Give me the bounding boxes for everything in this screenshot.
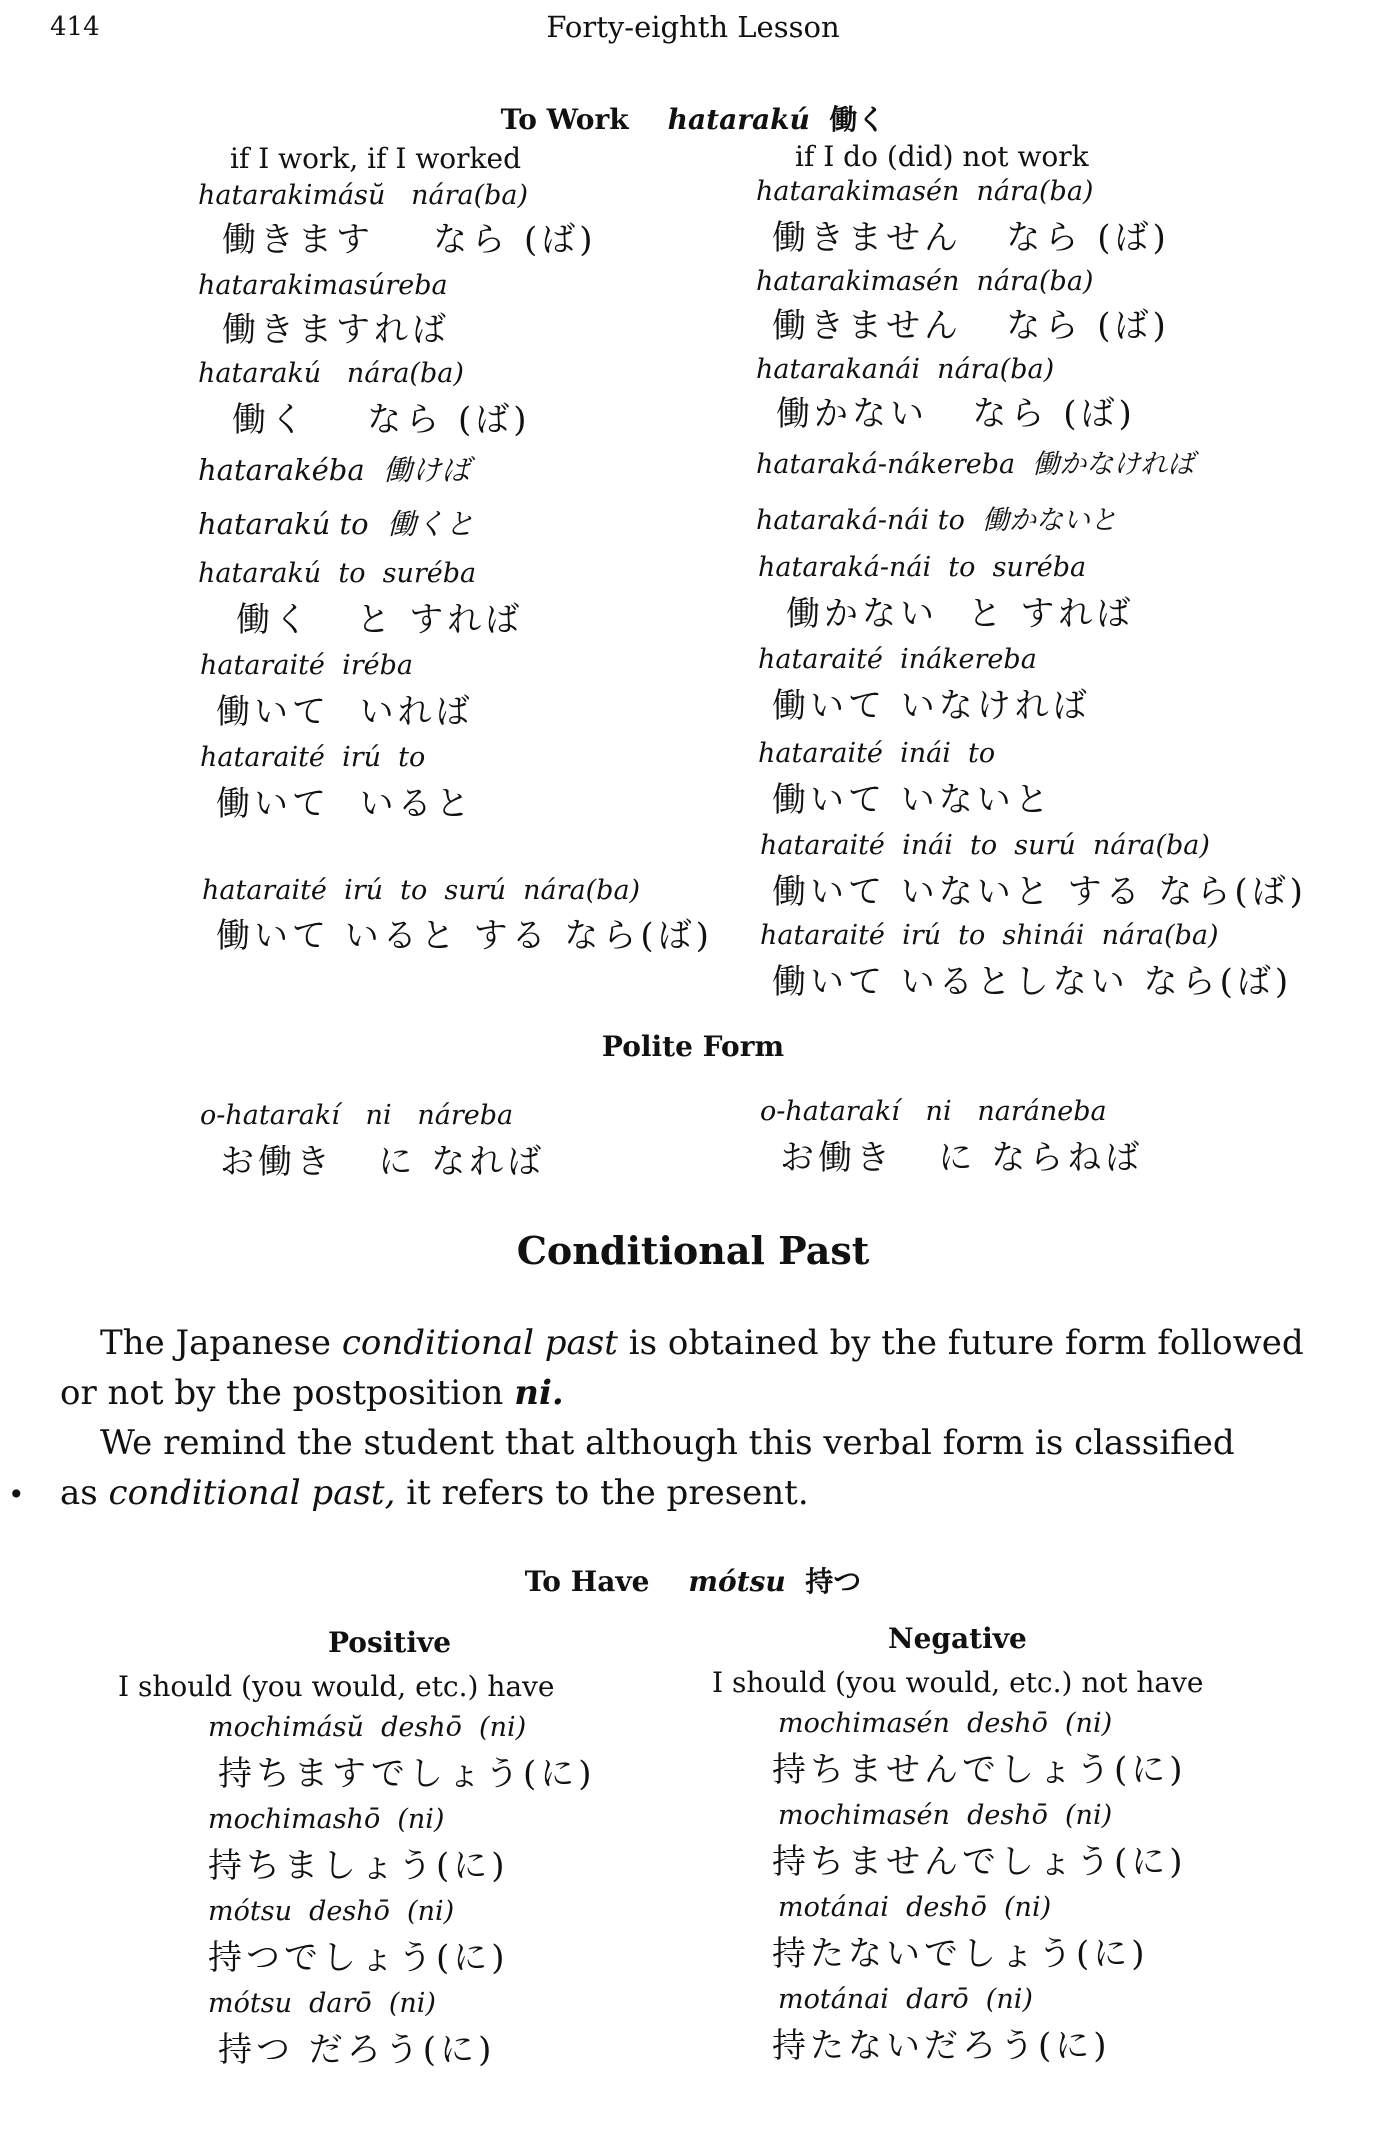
have-right-japanese-3: 持たないでしょう(に) <box>772 1934 1149 1974</box>
have-left-japanese-2: 持ちましょう(に) <box>208 1846 509 1886</box>
left-romaji-6: hatarakú to surébа <box>198 558 477 589</box>
left-japanese-1: 働きます なら (ば) <box>222 220 597 260</box>
have-left-japanese-3: 持つでしょう(に) <box>208 1938 509 1978</box>
polite-left-japanese: お働き に なれば <box>220 1142 546 1182</box>
to-work-heading <box>0 98 1386 138</box>
page-number: 414 <box>50 12 100 42</box>
p2-text-b: as <box>60 1473 109 1513</box>
have-right-romaji-2: mochimasén deshō (ni) <box>778 1800 1113 1831</box>
right-romaji-5: hataraká-nái to 働かないと <box>756 505 1117 536</box>
right-japanese-2: 働きません なら (ば) <box>772 306 1170 346</box>
left-japanese-8: 働いて いると <box>216 784 474 824</box>
margin-mark: • <box>8 1478 25 1511</box>
left-japanese-2: 働きますれば <box>222 310 450 350</box>
right-romaji-2: hatarakimasén nára(ba) <box>756 266 1094 297</box>
p1-italic-term: conditional past <box>341 1323 618 1363</box>
negative-label: Negative <box>888 1622 1027 1655</box>
right-romaji-3: hatarakanái nára(ba) <box>756 354 1055 385</box>
have-right-japanese-2: 持ちませんでしょう(に) <box>772 1842 1187 1882</box>
heading-romaji-2: mótsu <box>688 1565 786 1598</box>
left-japanese-3: 働く なら (ば) <box>232 400 531 440</box>
heading-english-2: To Have <box>524 1565 650 1598</box>
right-romaji-7: hataraité inákereba <box>758 644 1037 675</box>
running-header: Forty-eighth Lesson <box>546 10 840 44</box>
have-right-japanese-1: 持ちませんでしょう(に) <box>772 1750 1187 1790</box>
right-romaji-6: hataraká-nái to surébа <box>758 552 1087 583</box>
left-romaji-5: hatarakú to 働くと <box>198 507 475 541</box>
right-japanese-3: 働かない なら (ば) <box>776 394 1136 434</box>
left-romaji-1: hatarakimásŭ nára(ba) <box>198 180 529 211</box>
right-japanese-10: 働いて いるとしない なら(ば) <box>772 962 1293 1002</box>
heading-kanji-2: 持つ <box>805 1565 862 1598</box>
polite-right-romaji: o-hatarakí ni naráneba <box>760 1096 1107 1127</box>
left-romaji-8: hataraité irú to <box>200 742 426 773</box>
p2-italic-term: conditional past, <box>108 1473 396 1513</box>
p1-text-a: The Japanese <box>100 1323 342 1363</box>
right-romaji-8: hataraité inái to <box>758 738 996 769</box>
polite-left-romaji: o-hatarakí ni nárеba <box>200 1100 514 1131</box>
left-caption: if I work, if I worked <box>230 142 522 175</box>
p1-postposition: ni. <box>514 1373 564 1413</box>
right-japanese-7: 働いて いなければ <box>772 686 1091 726</box>
have-left-romaji-3: mótsu deshō (ni) <box>208 1896 455 1927</box>
left-japanese-6: 働く と すれば <box>236 600 524 640</box>
p1-text-d: or not by the postposition <box>60 1373 515 1413</box>
p1-text-c: is obtained by the future form followed <box>617 1323 1304 1363</box>
p2-text-d: it refers to the present. <box>395 1473 809 1513</box>
left-romaji-2: hatarakimasúreba <box>198 270 448 301</box>
left-japanese-9: 働いて いると する なら(ば) <box>216 916 713 956</box>
negative-caption: I should (you would, etc.) not have <box>712 1666 1204 1699</box>
have-left-japanese-4: 持つ だろう(に) <box>218 2030 496 2070</box>
right-romaji-1: hatarakimasén nára(ba) <box>756 176 1094 207</box>
have-right-romaji-1: mochimasén deshō (ni) <box>778 1708 1113 1739</box>
right-romaji-10: hataraité irú to shinái nára(ba) <box>760 920 1219 951</box>
have-right-japanese-4: 持たないだろう(に) <box>772 2026 1111 2066</box>
polite-form-heading: Polite Form <box>601 1030 785 1063</box>
conditional-past-heading: Conditional Past <box>516 1228 870 1273</box>
right-romaji-4: hataraká-nákereba 働かなければ <box>756 449 1195 480</box>
have-left-romaji-2: mochimashō (ni) <box>208 1804 445 1835</box>
heading-english: To Work <box>500 103 629 136</box>
polite-right-japanese: お働き に ならねば <box>780 1138 1144 1178</box>
heading-romaji: hatarakú <box>667 103 810 136</box>
have-right-romaji-3: motánai deshō (ni) <box>778 1892 1052 1923</box>
positive-label: Positive <box>328 1626 452 1659</box>
right-japanese-1: 働きません なら (ば) <box>772 218 1170 258</box>
right-romaji-9: hataraité inái to surú nára(ba) <box>760 830 1210 861</box>
heading-kanji: 働く <box>829 103 886 136</box>
have-left-romaji-1: mochimásŭ deshō (ni) <box>208 1712 527 1743</box>
right-japanese-8: 働いて いないと <box>772 780 1053 820</box>
left-romaji-9: hataraité irú to surú nára(ba) <box>202 875 641 906</box>
to-have-heading <box>0 1560 1386 1600</box>
have-left-romaji-4: mótsu darō (ni) <box>208 1988 436 2019</box>
left-romaji-3: hatarakú nára(ba) <box>198 358 464 389</box>
right-caption: if I do (did) not work <box>795 140 1089 173</box>
left-japanese-7: 働いて いれば <box>216 692 474 732</box>
paragraph-1 <box>60 1318 1350 1418</box>
have-left-japanese-1: 持ちますでしょう(に) <box>218 1754 596 1794</box>
paragraph-2 <box>60 1418 1350 1518</box>
positive-caption: I should (you would, etc.) have <box>118 1670 555 1703</box>
p2-text-a: We remind the student that although this verbal form is classified <box>100 1423 1235 1463</box>
right-japanese-6: 働かない と すれば <box>786 594 1135 634</box>
left-romaji-4: hatarakéba 働けば <box>198 453 471 487</box>
left-romaji-7: hataraité iréba <box>200 650 413 681</box>
have-right-romaji-4: motánai darō (ni) <box>778 1984 1033 2015</box>
right-japanese-9: 働いて いないと する なら(ば) <box>772 872 1307 912</box>
